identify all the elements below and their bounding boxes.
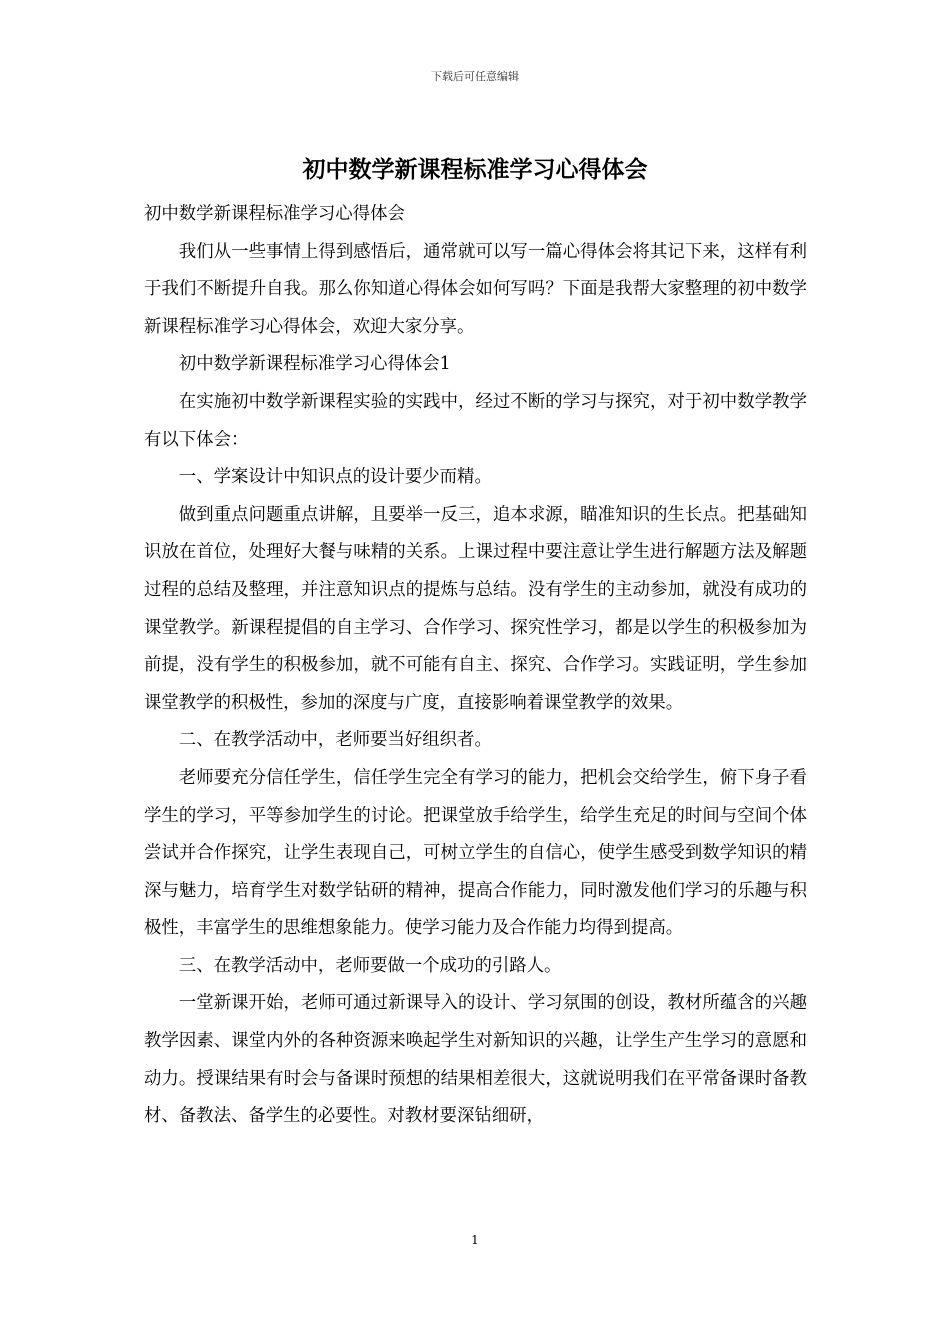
section-heading: 一、学案设计中知识点的设计要少而精。 — [178, 467, 492, 488]
body-paragraph: 初中数学新课程标准学习心得体会1 — [178, 354, 451, 375]
body-paragraph: 初中数学新课程标准学习心得体会 — [144, 204, 405, 224]
body-paragraph: 一堂新课开始，老师可通过新课导入的设计、学习氛围的创设，教材所蕴含的兴趣教学因素、课堂内外的各种资源来唤起学生对新知识的兴趣，让学生产生学习的意愿和动力。授课结果有时会与备课时预想的结果相差很大，这就说明我们在平常备课时备教材、备教法、备学生的必要性。对教材要深钻细研， — [144, 993, 807, 1127]
body-paragraph: 在实施初中数学新课程实验的实践中，经过不断的学习与探究，对于初中数学教学有以下体会： — [144, 391, 807, 450]
section-heading: 二、在教学活动中，老师要当好组织者。 — [178, 730, 492, 751]
document-title: 初中数学新课程标准学习心得体会 — [302, 156, 648, 183]
document-body — [144, 196, 807, 1136]
section-heading: 三、在教学活动中，老师要做一个成功的引路人。 — [178, 955, 562, 976]
header-note: 下载后可任意编辑 — [431, 70, 519, 83]
body-paragraph: 老师要充分信任学生，信任学生完全有学习的能力，把机会交给学生，俯下身子看学生的学习，平等参加学生的讨论。把课堂放手给学生，给学生充足的时间与空间个体尝试并合作探究，让学生表现自己，可树立学生的自信心，使学生感受到数学知识的精深与魅力，培育学生对数学钻研的精神，提高合作能力，同时激发他们学习的乐趣与积极性，丰富学生的思维想象能力。使学习能力及合作能力均得到提高。 — [144, 767, 807, 939]
body-paragraph: 我们从一些事情上得到感悟后，通常就可以写一篇心得体会将其记下来，这样有利于我们不断提升自我。那么你知道心得体会如何写吗？下面是我帮大家整理的初中数学新课程标准学习心得体会，欢迎大家分享。 — [144, 241, 807, 337]
page-number: 1 — [471, 1233, 479, 1247]
body-paragraph: 做到重点问题重点讲解，且要举一反三，追本求源，瞄准知识的生长点。把基础知识放在首位，处理好大餐与味精的关系。上课过程中要注意让学生进行解题方法及解题过程的总结及整理，并注意知识点的提炼与总结。没有学生的主动参加，就没有成功的课堂教学。新课程提倡的自主学习、合作学习、探究性学习，都是以学生的积极参加为前提，没有学生的积极参加，就不可能有自主、探究、合作学习。实践证明，学生参加课堂教学的积极性，参加的深度与广度，直接影响着课堂教学的效果。 — [144, 504, 807, 713]
